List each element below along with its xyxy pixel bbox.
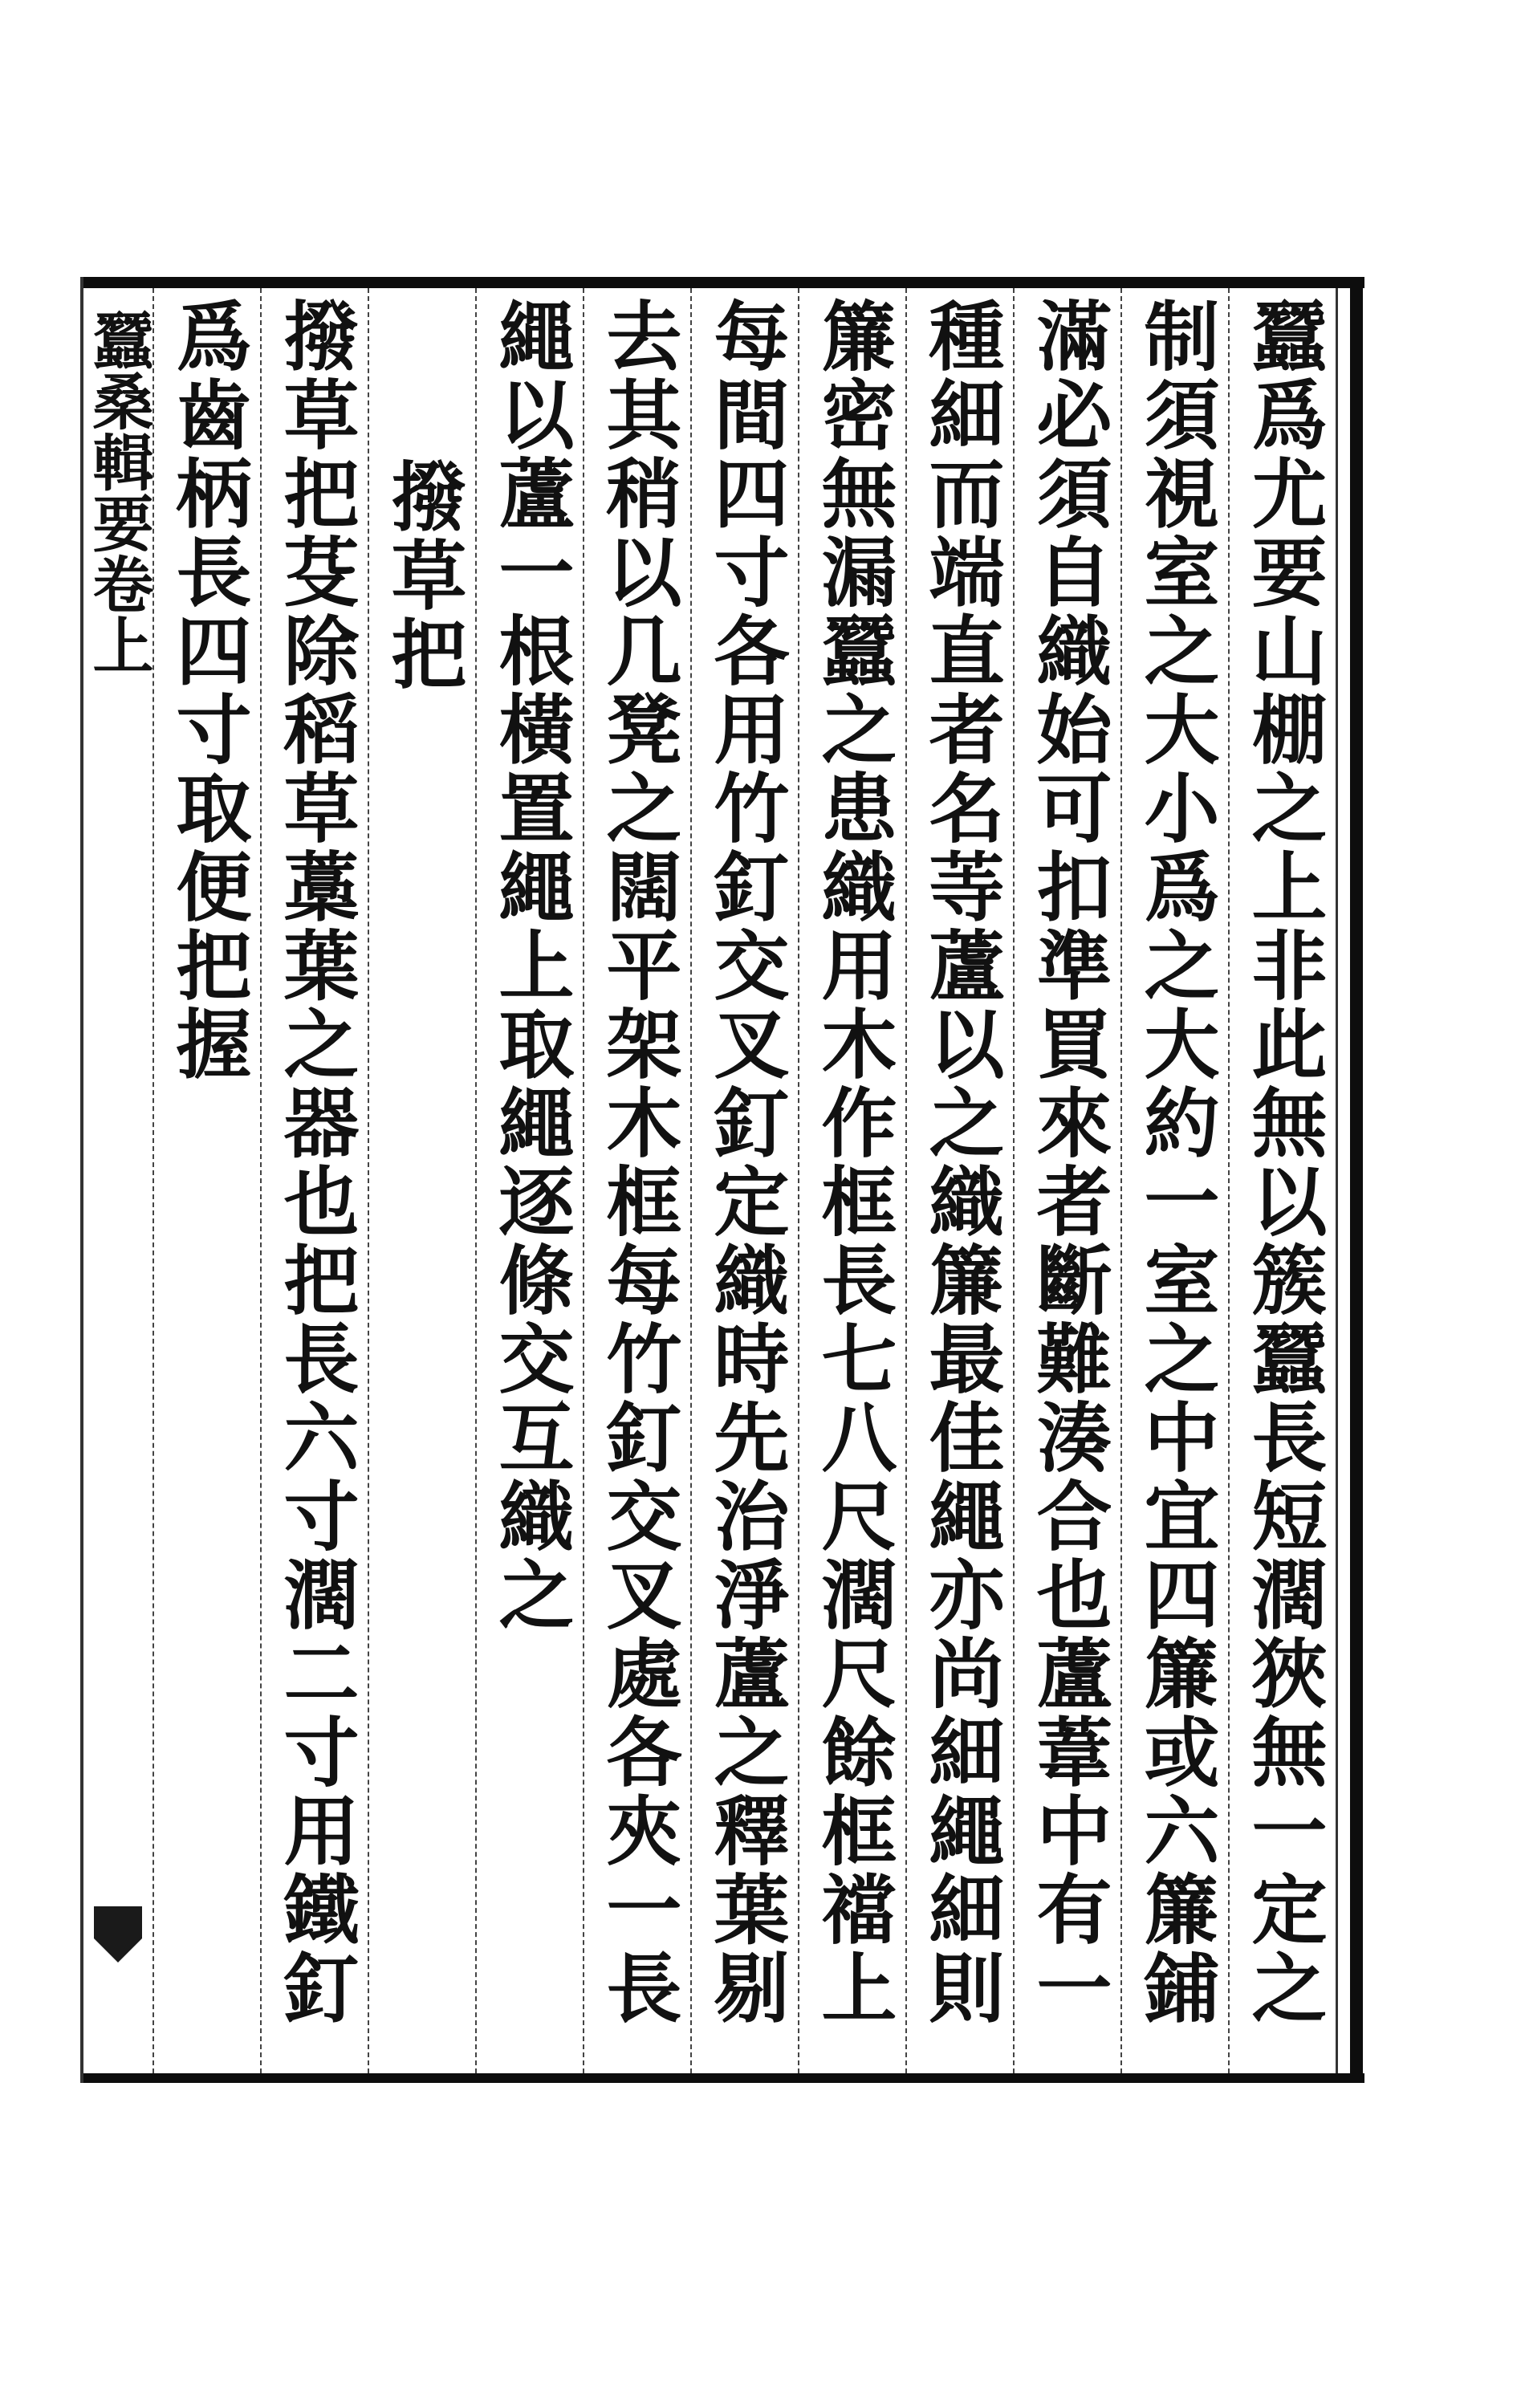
section-heading: 撥草把 [378, 458, 466, 694]
column-rule [690, 288, 692, 2073]
text-column: 爲齒柄長四寸取便把握 [163, 297, 251, 1084]
fishtail-mark-icon [90, 1898, 146, 1971]
margin-book-title: 蠶桑輯要卷上 [83, 309, 154, 675]
column-rule [798, 288, 799, 2073]
text-column: 種細而端直者名䓁蘆以之織簾最佳繩亦尚細繩細則 [916, 297, 1004, 2028]
frame-top-border [80, 277, 1364, 288]
text-column: 滿必須自織始可扣準買來者斷難湊合也蘆葦中有一 [1023, 297, 1112, 2028]
column-rule [368, 288, 369, 2073]
column-rule [260, 288, 262, 2073]
frame-bottom-border [80, 2073, 1364, 2083]
column-rule [1013, 288, 1015, 2073]
column-rule [152, 288, 154, 2073]
text-column: 每間四寸各用竹釘交叉釘定織時先治淨蘆之釋葉剔 [701, 297, 789, 2028]
column-rule [1228, 288, 1230, 2073]
column-rule [1120, 288, 1122, 2073]
margin-column [83, 293, 152, 2071]
text-column: 蠶爲尤要山棚之上非此無以簇蠶長短濶狹無一定之 [1238, 297, 1327, 2028]
frame-right-border [1350, 277, 1363, 2083]
text-column: 繩以蘆一根橫置繩上取繩逐條交互織之 [486, 297, 574, 1634]
text-column: 撥草把芟除稻草藁葉之器也把長六寸濶二寸用鐵釘 [270, 297, 359, 2028]
column-rule [905, 288, 907, 2073]
column-rule [583, 288, 584, 2073]
frame-right-inner-line [1336, 288, 1338, 2073]
text-column: 簾密無漏蠶之患織用木作框長七八尺濶尺餘框襠上 [808, 297, 897, 2028]
text-column: 去其稍以几凳之闊平架木框每竹釘交叉處各夾一長 [593, 297, 681, 2028]
column-rule [475, 288, 477, 2073]
text-column: 制須視室之大小爲之大約一室之中宜四簾或六簾鋪 [1131, 297, 1219, 2028]
